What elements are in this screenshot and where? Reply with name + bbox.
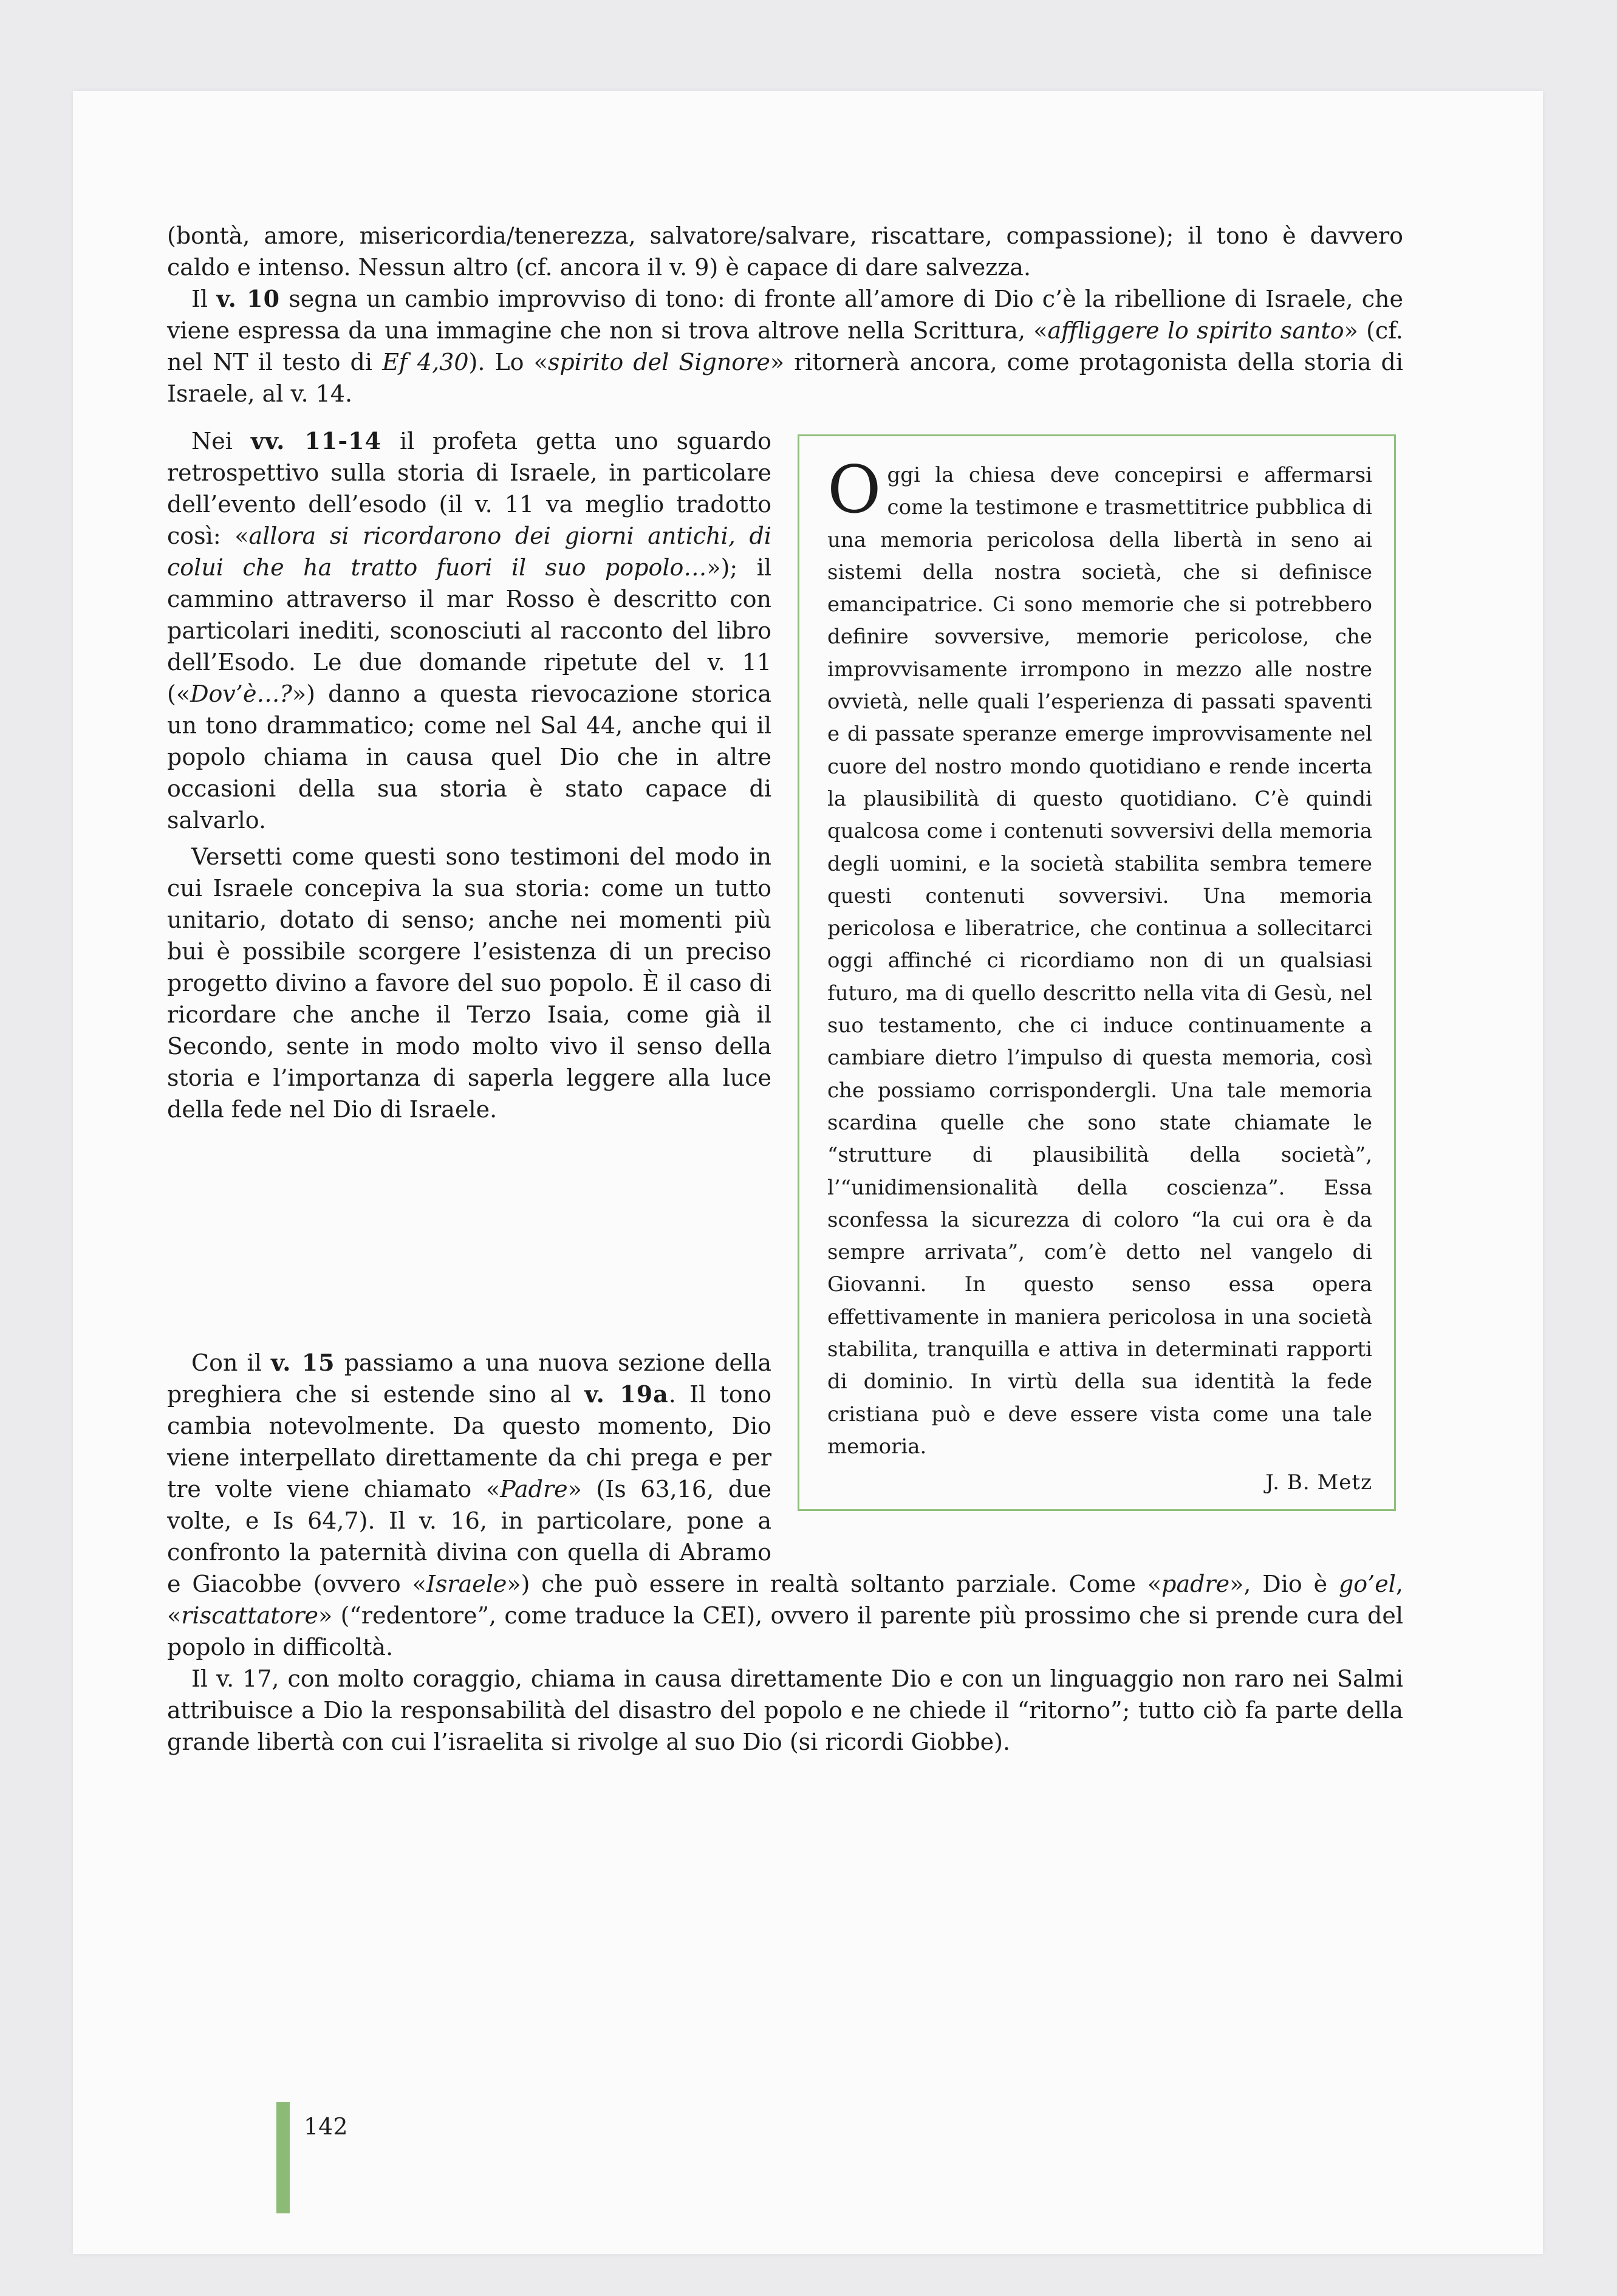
sidebar-author: J. B. Metz	[1265, 1470, 1372, 1495]
verse-ref: v. 10	[216, 285, 281, 312]
paragraph-1: (bontà, amore, misericordia/tenerezza, salvatore/salvare, riscattare, compassione); il tono è davvero caldo e intenso. Nessun altro (cf. ancora il v. 9) è capace di dare salvezza.	[167, 222, 1403, 281]
verse-ref: vv. 11-14	[250, 427, 382, 454]
paragraph-6: Il v. 17, con molto coraggio, chiama in causa direttamente Dio e con un linguaggio non raro nei Salmi attribuisce a Dio la responsabilità del disastro del popolo e ne chiede il “ritorno”; tutto ciò fa parte della grande libertà con cui l’israelita si rivolge al suo Dio (si ricordi Giobbe).	[167, 1665, 1403, 1755]
paragraph-4: Versetti come questi sono testimoni del modo in cui Israele concepiva la sua storia: come un tutto unitario, dotato di senso; anche nei momenti più bui è possibile scorgere l’esistenza di un preciso progetto divino a favore del suo popolo. È il caso di ricordare che anche il Terzo Isaia, come già il Secondo, sente in modo molto vivo il senso della storia e l’importanza di saperla leggere alla luce della fede nel Dio di Israele.	[167, 843, 771, 1123]
paragraph-2: Il v. 10 segna un cambio improvviso di tono: di fronte all’amore di Dio c’è la ribellione di Israele, che viene espressa da una immagine che non si trova altrove nella Scrittura, «affliggere lo spirito santo» (cf. nel NT il testo di Ef 4,30). Lo «spirito del Signore» ritornerà ancora, come protagonista della storia di Israele, al v. 14.	[167, 285, 1404, 407]
dropcap-letter: O	[827, 452, 881, 528]
page-accent-bar	[276, 2102, 290, 2213]
quote-sidebar	[798, 434, 1396, 1511]
paragraph-5: Con il v. 15 passiamo a una nuova sezione della preghiera che si estende sino al v. 19a. Il tono cambia notevolmente. Da questo momento, Dio viene interpellato direttamente da chi prega e per tre volte viene chiamato «Padre» (Is 63,16, due volte, e Is 64,7). Il v. 16, in particolare, pone a confronto la paternità divina con quella di Abramo e Giacobbe (ovvero «Israele») che può essere in realtà soltanto parziale. Come «padre», Dio è go’el, «riscattatore» (“redentore”, come traduce la CEI), ovvero il parente più prossimo che si prende cura del popolo in difficoltà.	[167, 1347, 1403, 1663]
sidebar-text: ggi la chiesa deve concepirsi e affermarsi come la testimone e trasmettitrice pubblica di una memoria pericolosa della libertà in seno ai sistemi della nostra società, che si definisce emancipatrice. Ci sono memorie che si potrebbero definire sovversive, memorie pericolose, che improvvisamente irrompono in mezzo alle nostre ovvietà, nelle quali l’esperienza di passati spaventi e di passate speranze emerge improvvisamente nel cuore del nostro mondo quotidiano e rende incerta la plausibilità di questo quotidiano. C’è quindi qualcosa come i contenuti sovversivi della memoria degli uomini, e la società stabilita sembra temere questi contenuti sovversivi. Una memoria pericolosa e liberatrice, che continua a sollecitarci oggi affinché ci ricordiamo non di un qualsiasi futuro, ma di quello descritto nella vita di Gesù, nel suo testamento, che ci induce continuamente a cambiare dietro l’impulso di questa memoria, così che possiamo corrispondergli. Una tale memoria scardina quelle che sono state chiamate le “strutture di plausibilità della società”, l’“unidimensionalità della coscienza”. Essa sconfessa la sicurezza di coloro “la cui ora è da sempre arrivata”, com’è detto nel vangelo di Giovanni. In questo senso essa opera effettivamente in maniera pericolosa in una società stabilita, tranquilla e attiva in determinati rapporti di dominio. In virtù della sua identità la fede cristiana può e deve essere vista come una tale memoria.	[827, 463, 1372, 1459]
paragraph-3: Nei vv. 11-14 il profeta getta uno sguardo retrospettivo sulla storia di Israele, in particolare dell’evento dell’esodo (il v. 11 va meglio tradotto così: «allora si ricordarono dei giorni antichi, di colui che ha tratto fuori il suo popolo…»); il cammino attraverso il mar Rosso è descritto con particolari inediti, sconosciuti al racconto del libro dell’Esodo. Le due domande ripetute del v. 11 («Dov’è…?») danno a questa rievocazione storica un tono drammatico; come nel Sal 44, anche qui il popolo chiama in causa quel Dio che in altre occasioni della sua storia è stato capace di salvarlo.	[167, 427, 771, 834]
page-number: 142	[304, 2113, 348, 2140]
verse-ref: v. 19a	[584, 1380, 669, 1408]
left-column-text	[167, 425, 771, 1125]
verse-ref: v. 15	[270, 1349, 335, 1376]
top-text-block	[167, 220, 1403, 410]
